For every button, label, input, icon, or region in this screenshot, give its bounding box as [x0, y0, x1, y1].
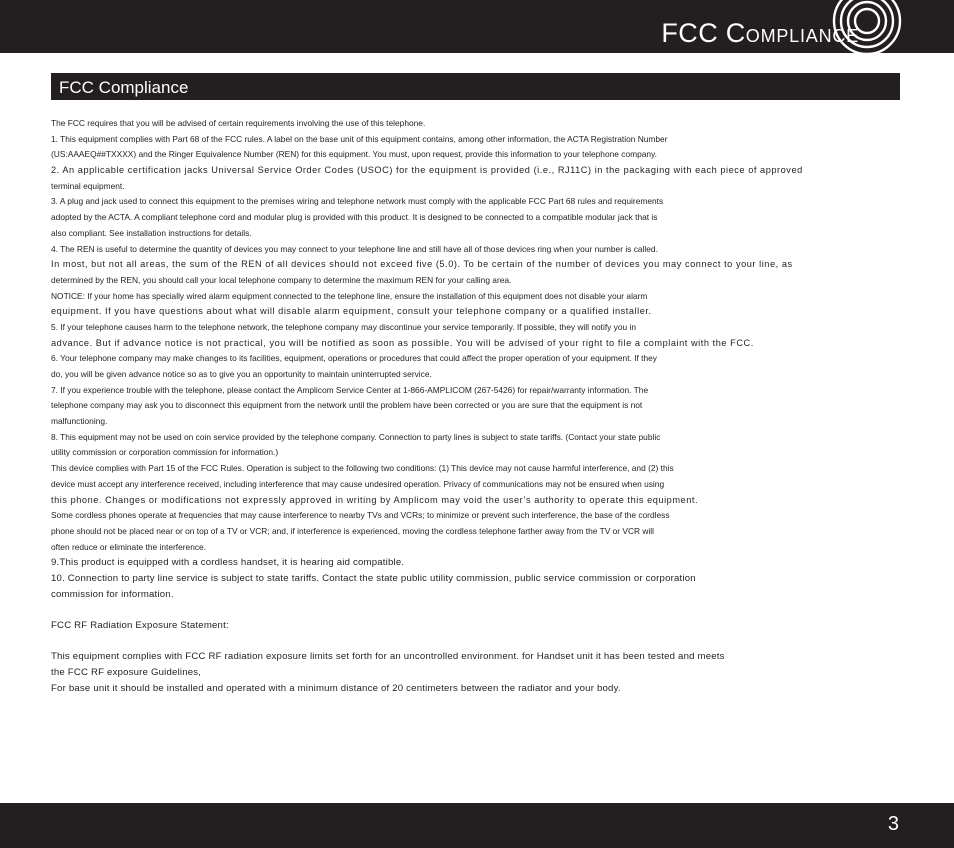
compliance-text-body	[51, 116, 896, 696]
text-line: commission for information.	[51, 588, 174, 600]
text-line: For base unit it should be installed and operated with a minimum distance of 20 centimeters between the radiator and your body.	[51, 682, 621, 694]
text-line: The FCC requires that you will be advised of certain requirements involving the use of this telephone.	[51, 118, 426, 128]
text-line: 3. A plug and jack used to connect this equipment to the premises wiring and telephone network must comply with the applicable FCC Part 68 rules and requirements	[51, 196, 664, 207]
text-line: equipment. If you have questions about what will disable alarm equipment, consult your telephone company or a qualified installer.	[51, 306, 652, 317]
section-heading-bar	[51, 73, 900, 100]
text-line: telephone company may ask you to disconnect this equipment from the network until the problem have been corrected or you are sure that the equipment is not	[51, 400, 643, 411]
text-line: adopted by the ACTA. A compliant telephone cord and modular plug is provided with this product. It is designed to be connected to a compatible modular jack that is	[51, 212, 658, 223]
text-line: This device complies with Part 15 of the FCC Rules. Operation is subject to the following two conditions: (1) This device may not cause harmful interference, and (2) this	[51, 463, 674, 474]
blank-line	[51, 602, 896, 618]
text-line: advance. But if advance notice is not practical, you will be notified as soon as possible. You will be advised of your right to file a complaint with the FCC.	[51, 337, 754, 348]
blank-line	[51, 634, 896, 650]
text-line: 6. Your telephone company may make changes to its facilities, equipment, operations or procedures that could affect the proper operation of your equipment. If they	[51, 353, 657, 364]
text-line: 8. This equipment may not be used on coin service provided by the telephone company. Connection to party lines is subject to state tariffs. (Contact your state public	[51, 431, 661, 442]
text-line: 4. The REN is useful to determine the quantity of devices you may connect to your telephone line and still have all of those devices ring when your number is called.	[51, 243, 658, 254]
text-line: also compliant. See installation instructions for details.	[51, 227, 252, 238]
text-line: 5. If your telephone causes harm to the telephone network, the telephone company may discontinue your service temporarily. If possible, they will notify you in	[51, 321, 637, 332]
text-line: do, you will be given advance notice so as to give you an opportunity to maintain uninterrupted service.	[51, 369, 432, 379]
text-line: determined by the REN, you should call your local telephone company to determine the maximum REN for your calling area.	[51, 274, 512, 285]
text-line: 2. An applicable certification jacks Universal Service Order Codes (USOC) for the equipment is provided (i.e., RJ11C) in the packaging with each piece of approved	[51, 165, 803, 176]
text-line: 10. Connection to party line service is subject to state tariffs. Contact the state public utility commission, public service commission or corporation	[51, 572, 696, 584]
header-title-rest: OMPLIANCE	[745, 26, 859, 46]
text-line: Some cordless phones operate at frequencies that may cause interference to nearby TVs and VCRs; to minimize or prevent such interference, the base of the cordless	[51, 510, 670, 521]
text-line: terminal equipment.	[51, 180, 125, 191]
header-title-fcc: FCC	[661, 18, 719, 48]
text-line: NOTICE: If your home has specially wired alarm equipment connected to the telephone line, ensure the installation of this equipment does not disable your alarm	[51, 290, 648, 301]
text-line: 9.This product is equipped with a cordless handset, it is hearing aid compatible.	[51, 557, 405, 569]
text-line: utility commission or corporation commission for information.)	[51, 447, 279, 458]
concentric-rings-icon	[832, 0, 902, 53]
text-line: (US:AAAEQ##TXXXX) and the Ringer Equivalence Number (REN) for this equipment. You must, upon request, provide this information to your telephone company.	[51, 149, 657, 160]
text-line: 1. This equipment complies with Part 68 of the FCC rules. A label on the base unit of this equipment contains, among other information, the ACTA Registration Number	[51, 133, 668, 144]
page-number: 3	[887, 813, 899, 835]
page-footer-bar	[0, 803, 954, 848]
text-line: malfunctioning.	[51, 416, 108, 427]
text-line: device must accept any interference received, including interference that may cause undesired operation. Privacy of communications may not be ensured when using	[51, 478, 665, 489]
text-line: often reduce or eliminate the interference.	[51, 541, 207, 552]
section-title: FCC Compliance	[59, 78, 189, 97]
text-line: phone should not be placed near or on top of a TV or VCR; and, if interference is experienced, moving the cordless telephone farther away from the TV or VCR will	[51, 525, 655, 536]
page-header-bar	[0, 0, 954, 53]
header-title-cap: C	[725, 18, 746, 48]
text-line: In most, but not all areas, the sum of the REN of all devices should not exceed five (5.0). To be certain of the number of devices you may connect to your line, as	[51, 259, 793, 270]
header-title	[661, 18, 859, 51]
text-line: 7. If you experience trouble with the telephone, please contact the Amplicom Service Center at 1-866-AMPLICOM (267-5426) for repair/warranty information. The	[51, 384, 649, 395]
text-line: the FCC RF exposure Guidelines,	[51, 667, 202, 679]
text-line: This equipment complies with FCC RF radiation exposure limits set forth for an uncontrolled environment. for Handset unit it has been tested and meets	[51, 651, 725, 663]
text-line: FCC RF Radiation Exposure Statement:	[51, 620, 229, 631]
text-line: this phone. Changes or modifications not expressly approved in writing by Amplicom may void the user’s authority to operate this equipment.	[51, 494, 699, 505]
